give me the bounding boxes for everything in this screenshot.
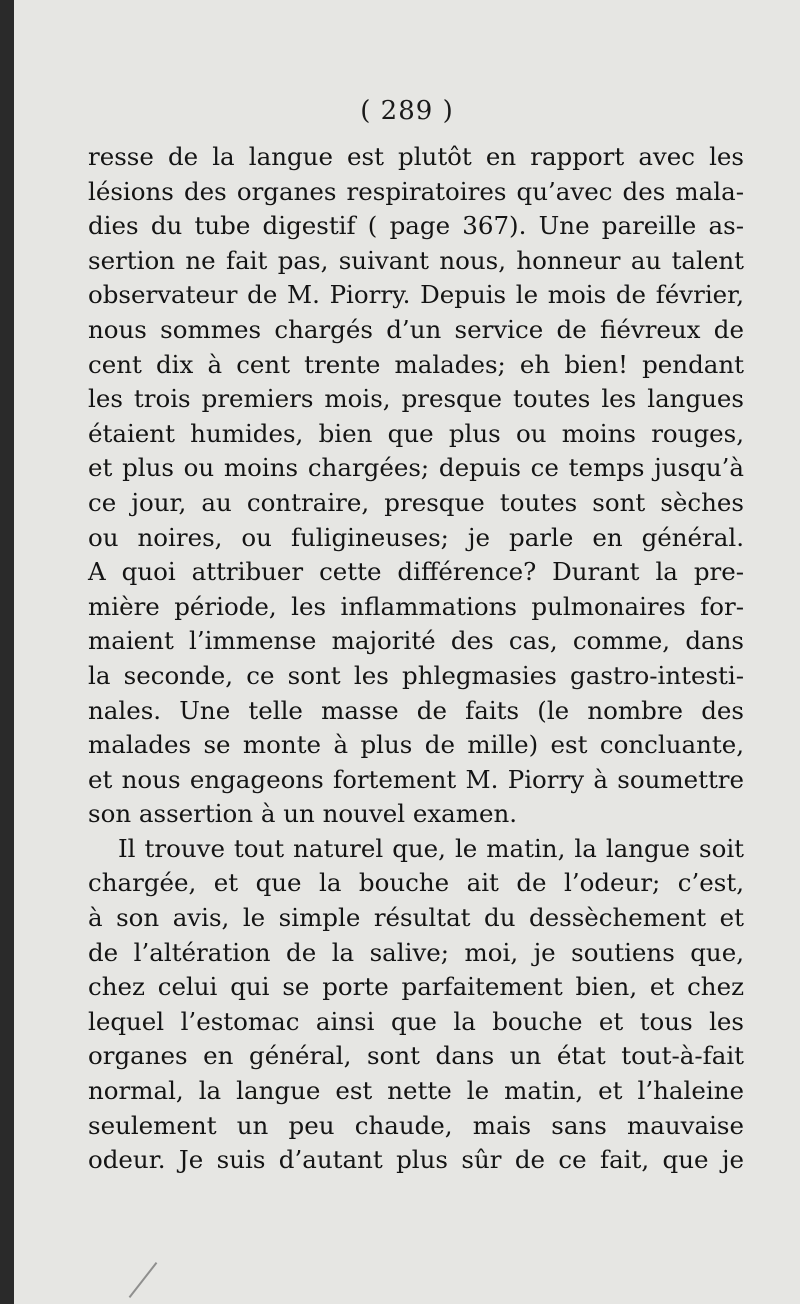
text-line: lequel l’estomac ainsi que la bouche et tous les: [88, 1006, 744, 1036]
page-number: ( 289 ): [360, 96, 454, 126]
text-line: dies du tube digestif ( page 367). Une pareille as-: [88, 211, 744, 241]
text-line: lésions des organes respiratoires qu’avec des mala-: [88, 176, 744, 206]
text-line: odeur. Je suis d’autant plus sûr de ce fait, que je: [88, 1145, 744, 1175]
text-line: sertion ne fait pas, suivant nous, honneur au talent: [88, 245, 744, 275]
text-line: son assertion à un nouvel examen.: [88, 799, 518, 829]
text-line: organes en général, sont dans un état tout-à-fait: [88, 1041, 744, 1071]
text-line: mière période, les inflammations pulmonaires for-: [88, 591, 744, 621]
paper-scratch-mark: [129, 1262, 158, 1298]
text-line: et plus ou moins chargées; depuis ce temps jusqu’à: [88, 453, 744, 483]
text-line: chargée, et que la bouche ait de l’odeur; c’est,: [88, 868, 744, 898]
body-text: [88, 140, 744, 1178]
text-line: la seconde, ce sont les phlegmasies gastro-intesti-: [88, 660, 744, 690]
text-line: étaient humides, bien que plus ou moins rouges,: [88, 418, 744, 448]
text-line: A quoi attribuer cette différence? Durant la pre-: [88, 557, 744, 587]
text-line: les trois premiers mois, presque toutes les langues: [88, 384, 744, 414]
text-line: maient l’immense majorité des cas, comme, dans: [88, 626, 744, 656]
text-line: resse de la langue est plutôt en rapport avec les: [88, 142, 744, 171]
text-line: normal, la langue est nette le matin, et l’haleine: [88, 1076, 744, 1106]
text-line: cent dix à cent trente malades; eh bien! pendant: [88, 349, 744, 379]
text-line: et nous engageons fortement M. Piorry à soumettre: [88, 764, 744, 794]
book-page: [14, 0, 800, 1304]
text-line: chez celui qui se porte parfaitement bien, et chez: [88, 972, 744, 1002]
text-line: nales. Une telle masse de faits (le nombre des: [88, 695, 744, 725]
text-line: observateur de M. Piorry. Depuis le mois de février,: [88, 280, 744, 310]
text-line: de l’altération de la salive; moi, je soutiens que,: [88, 937, 744, 967]
text-line: à son avis, le simple résultat du dessèchement et: [88, 903, 744, 933]
text-line: seulement un peu chaude, mais sans mauvaise: [88, 1110, 744, 1140]
text-line: malades se monte à plus de mille) est concluante,: [88, 730, 744, 760]
text-line: nous sommes chargés d’un service de fiévreux de: [88, 314, 744, 344]
text-line: ou noires, ou fuligineuses; je parle en général.: [88, 522, 744, 552]
text-line: ce jour, au contraire, presque toutes sont sèches: [88, 487, 744, 517]
text-line: Il trouve tout naturel que, le matin, la langue soit: [118, 833, 744, 863]
